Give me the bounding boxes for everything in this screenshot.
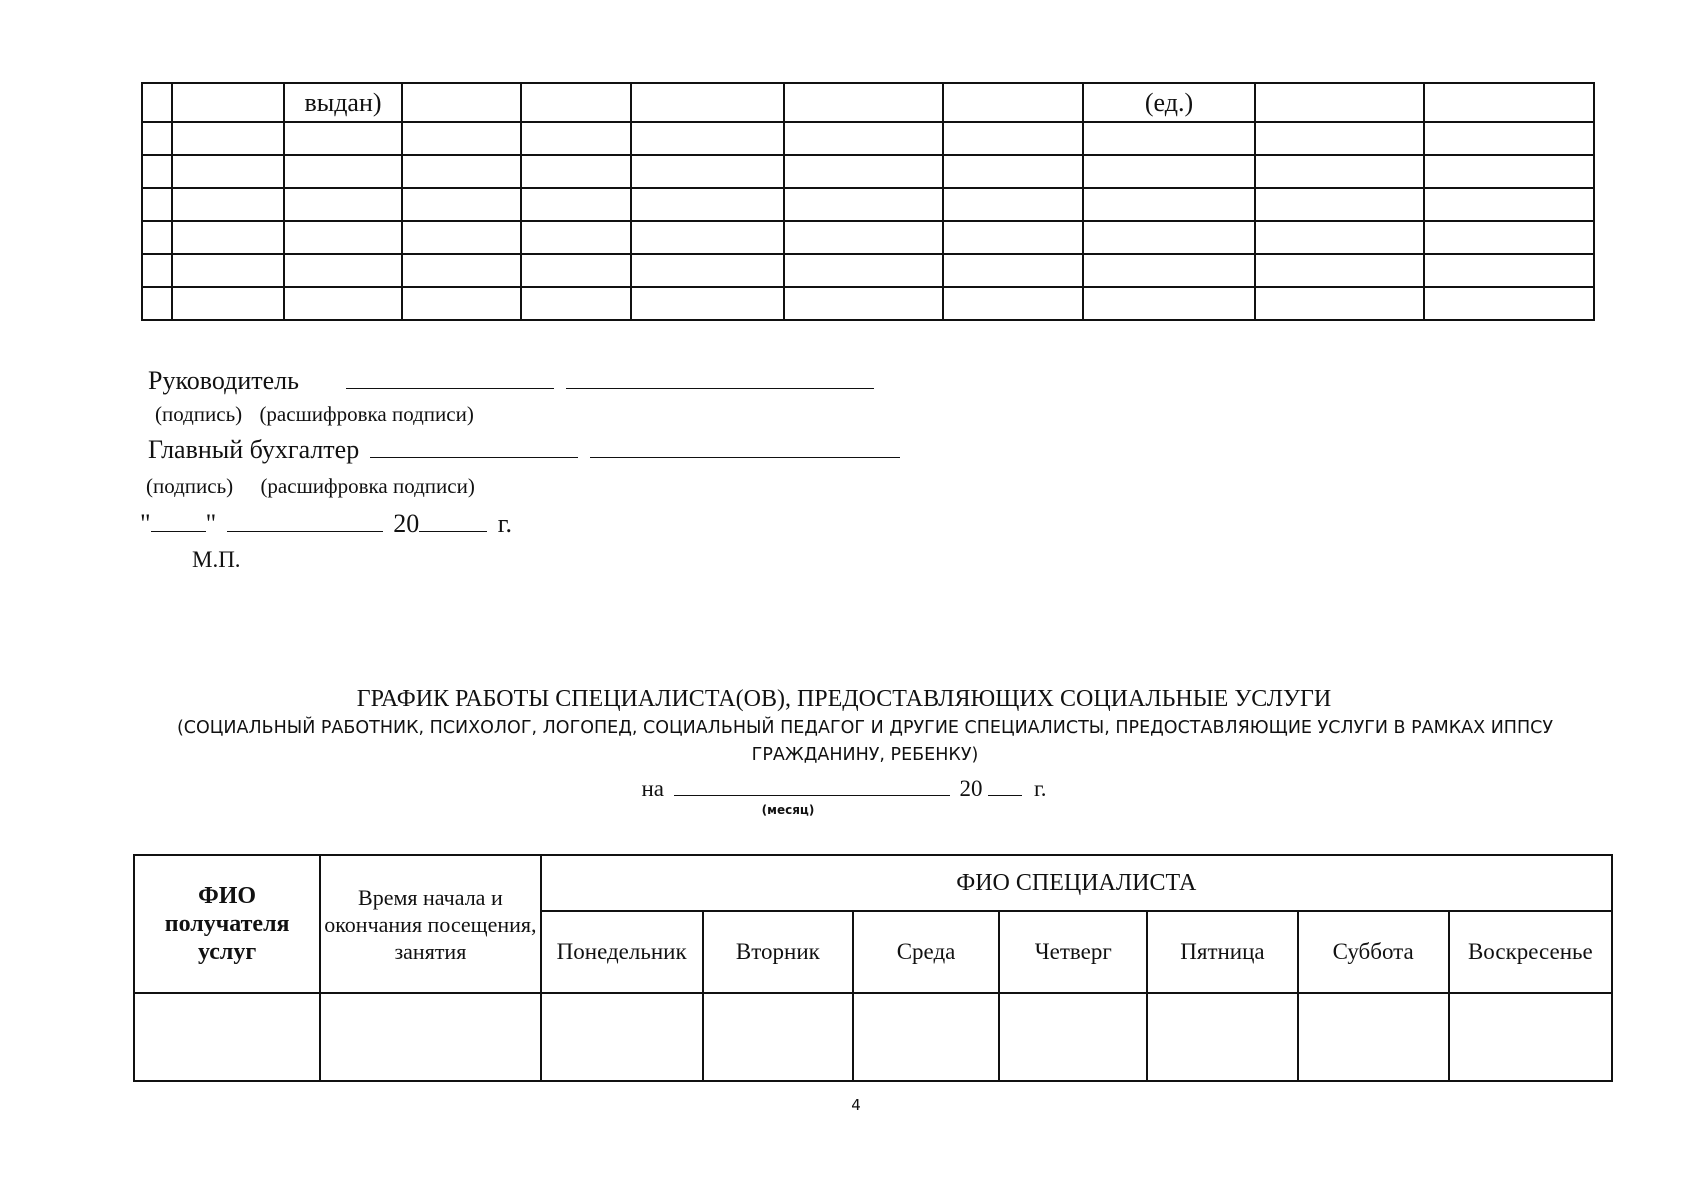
table-header-row bbox=[142, 83, 1594, 122]
table-cell[interactable] bbox=[521, 122, 631, 155]
table-cell[interactable] bbox=[943, 254, 1083, 287]
table-cell[interactable] bbox=[541, 993, 703, 1081]
table-cell[interactable] bbox=[1255, 221, 1424, 254]
date-month-blank[interactable] bbox=[227, 507, 383, 532]
accountant-decode-blank[interactable] bbox=[590, 433, 900, 458]
period-prefix: на bbox=[641, 776, 664, 801]
table-cell[interactable] bbox=[1424, 287, 1594, 320]
col-time-header: Время начала и окончания посещения, занятия bbox=[320, 855, 540, 993]
table-cell[interactable] bbox=[1083, 254, 1255, 287]
table-cell[interactable] bbox=[1255, 122, 1424, 155]
accountant-caption-decode: (расшифровка подписи) bbox=[260, 474, 475, 498]
table-cell[interactable] bbox=[1255, 287, 1424, 320]
table-cell[interactable] bbox=[320, 993, 540, 1081]
table-cell[interactable] bbox=[134, 993, 320, 1081]
table-cell bbox=[784, 83, 943, 122]
table-cell[interactable] bbox=[784, 122, 943, 155]
head-caption-sign: (подпись) bbox=[155, 402, 243, 426]
page-number: 4 bbox=[851, 1096, 861, 1114]
table-row bbox=[142, 188, 1594, 221]
date-line bbox=[140, 507, 512, 539]
table-cell[interactable] bbox=[1083, 122, 1255, 155]
table-cell[interactable] bbox=[943, 287, 1083, 320]
table-cell bbox=[631, 83, 784, 122]
table-cell: (ед.) bbox=[1083, 83, 1255, 122]
table-cell[interactable] bbox=[142, 122, 172, 155]
table-cell bbox=[943, 83, 1083, 122]
table-cell[interactable] bbox=[1255, 254, 1424, 287]
table-cell[interactable] bbox=[402, 122, 521, 155]
table-cell[interactable] bbox=[521, 188, 631, 221]
table-cell[interactable] bbox=[631, 188, 784, 221]
table-cell[interactable] bbox=[631, 221, 784, 254]
date-year-blank[interactable] bbox=[419, 507, 487, 532]
date-quote-close: " bbox=[205, 509, 217, 538]
table-row bbox=[142, 254, 1594, 287]
head-signature-line bbox=[148, 364, 874, 396]
table-cell[interactable] bbox=[1424, 254, 1594, 287]
table-cell[interactable] bbox=[1424, 122, 1594, 155]
day-saturday: Суббота bbox=[1298, 911, 1449, 993]
table-cell bbox=[172, 83, 284, 122]
table-cell[interactable] bbox=[521, 155, 631, 188]
top-table bbox=[141, 82, 1595, 321]
schedule-table bbox=[133, 854, 1613, 1082]
table-cell[interactable] bbox=[784, 254, 943, 287]
table-cell[interactable] bbox=[1083, 155, 1255, 188]
table-cell[interactable] bbox=[631, 122, 784, 155]
table-cell[interactable] bbox=[284, 254, 402, 287]
table-cell[interactable] bbox=[172, 122, 284, 155]
table-row bbox=[142, 155, 1594, 188]
table-cell[interactable] bbox=[402, 254, 521, 287]
table-cell[interactable] bbox=[402, 188, 521, 221]
table-cell[interactable] bbox=[284, 155, 402, 188]
table-cell[interactable] bbox=[284, 221, 402, 254]
table-cell[interactable] bbox=[1424, 155, 1594, 188]
table-cell: выдан) bbox=[284, 83, 402, 122]
table-cell[interactable] bbox=[943, 155, 1083, 188]
table-cell[interactable] bbox=[521, 221, 631, 254]
table-cell[interactable] bbox=[402, 155, 521, 188]
date-year-prefix: 20 bbox=[393, 509, 420, 538]
table-row bbox=[142, 287, 1594, 320]
period-year-suffix: г. bbox=[1033, 776, 1047, 801]
table-cell[interactable] bbox=[172, 188, 284, 221]
table-cell bbox=[402, 83, 521, 122]
table-cell[interactable] bbox=[1255, 155, 1424, 188]
accountant-captions bbox=[146, 474, 475, 499]
table-cell[interactable] bbox=[1424, 221, 1594, 254]
head-decode-blank[interactable] bbox=[566, 364, 874, 389]
table-cell[interactable] bbox=[142, 221, 172, 254]
head-sign-blank[interactable] bbox=[346, 364, 554, 389]
table-cell[interactable] bbox=[402, 287, 521, 320]
col-recipient-header: ФИО получателя услуг bbox=[134, 855, 320, 993]
accountant-signature-line bbox=[148, 433, 900, 465]
schedule-title: ГРАФИК РАБОТЫ СПЕЦИАЛИСТА(ОВ), ПРЕДОСТАВЛЯЮЩИХ СОЦИАЛЬНЫЕ УСЛУГИ bbox=[356, 686, 1332, 712]
table-cell[interactable] bbox=[142, 188, 172, 221]
table-row bbox=[142, 221, 1594, 254]
table-cell[interactable] bbox=[1147, 993, 1297, 1081]
stamp-label: М.П. bbox=[192, 547, 241, 572]
day-tuesday: Вторник bbox=[703, 911, 853, 993]
schedule-header-row bbox=[134, 855, 1612, 911]
table-cell[interactable] bbox=[402, 221, 521, 254]
accountant-caption-sign: (подпись) bbox=[146, 474, 234, 498]
table-cell bbox=[1255, 83, 1424, 122]
table-cell[interactable] bbox=[999, 993, 1147, 1081]
day-monday: Понедельник bbox=[541, 911, 703, 993]
table-cell[interactable] bbox=[703, 993, 853, 1081]
date-quote-open: " bbox=[140, 509, 151, 538]
table-cell[interactable] bbox=[1449, 993, 1612, 1081]
table-cell[interactable] bbox=[784, 155, 943, 188]
table-cell[interactable] bbox=[172, 254, 284, 287]
table-cell[interactable] bbox=[784, 188, 943, 221]
table-cell[interactable] bbox=[631, 254, 784, 287]
table-cell[interactable] bbox=[784, 221, 943, 254]
table-cell[interactable] bbox=[1298, 993, 1449, 1081]
accountant-sign-blank[interactable] bbox=[370, 433, 578, 458]
table-cell[interactable] bbox=[172, 155, 284, 188]
table-cell[interactable] bbox=[1083, 287, 1255, 320]
table-cell[interactable] bbox=[142, 155, 172, 188]
schedule-period bbox=[0, 771, 1688, 802]
period-year-blank[interactable] bbox=[988, 771, 1022, 796]
table-cell[interactable] bbox=[1083, 188, 1255, 221]
col-specialist-header: ФИО СПЕЦИАЛИСТА bbox=[541, 855, 1612, 911]
table-cell[interactable] bbox=[943, 221, 1083, 254]
table-cell[interactable] bbox=[521, 254, 631, 287]
table-cell[interactable] bbox=[142, 254, 172, 287]
day-wednesday: Среда bbox=[853, 911, 999, 993]
table-cell bbox=[1424, 83, 1594, 122]
table-cell[interactable] bbox=[521, 287, 631, 320]
accountant-label: Главный бухгалтер bbox=[148, 435, 360, 464]
table-cell[interactable] bbox=[943, 122, 1083, 155]
head-label: Руководитель bbox=[148, 366, 299, 395]
head-captions bbox=[155, 402, 474, 427]
period-caption: (месяц) bbox=[761, 803, 815, 817]
schedule-subtitle: (СОЦИАЛЬНЫЙ РАБОТНИК, ПСИХОЛОГ, ЛОГОПЕД, СОЦИАЛЬНЫЙ ПЕДАГОГ И ДРУГИЕ СПЕЦИАЛИСТЫ, ПРЕДОСТАВЛЯЮЩИЕ УСЛУГИ В РАМКАХ ИППСУ ГРАЖДАНИНУ, РЕБЕНКУ) bbox=[176, 718, 1553, 765]
table-cell bbox=[142, 83, 172, 122]
table-cell[interactable] bbox=[1424, 188, 1594, 221]
table-cell[interactable] bbox=[142, 287, 172, 320]
table-cell[interactable] bbox=[631, 155, 784, 188]
head-caption-decode: (расшифровка подписи) bbox=[259, 402, 474, 426]
day-friday: Пятница bbox=[1147, 911, 1297, 993]
table-cell[interactable] bbox=[172, 287, 284, 320]
schedule-empty-row bbox=[134, 993, 1612, 1081]
table-cell[interactable] bbox=[853, 993, 999, 1081]
day-sunday: Воскресенье bbox=[1449, 911, 1612, 993]
table-row bbox=[142, 122, 1594, 155]
table-cell[interactable] bbox=[284, 188, 402, 221]
day-thursday: Четверг bbox=[999, 911, 1147, 993]
table-cell[interactable] bbox=[943, 188, 1083, 221]
table-cell[interactable] bbox=[284, 122, 402, 155]
table-cell[interactable] bbox=[631, 287, 784, 320]
period-year-prefix: 20 bbox=[959, 776, 983, 801]
table-cell[interactable] bbox=[784, 287, 943, 320]
date-day-blank[interactable] bbox=[151, 507, 206, 532]
period-month-blank[interactable] bbox=[674, 771, 950, 796]
date-year-suffix: г. bbox=[497, 509, 512, 538]
table-cell bbox=[521, 83, 631, 122]
table-cell[interactable] bbox=[172, 221, 284, 254]
table-cell[interactable] bbox=[1255, 188, 1424, 221]
table-cell[interactable] bbox=[1083, 221, 1255, 254]
table-cell[interactable] bbox=[284, 287, 402, 320]
